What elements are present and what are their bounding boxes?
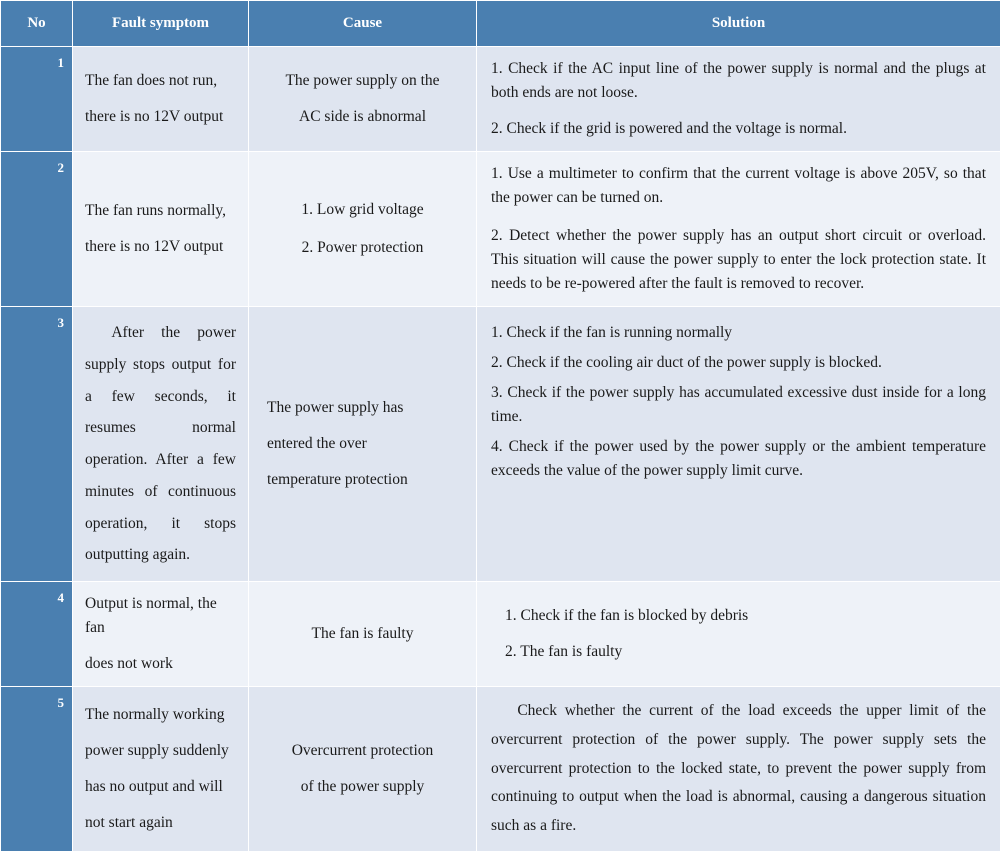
- symptom-line: After the power supply stops output for a few seconds, it resumes normal operation. After a few minutes of continuous operation, it stops outputting again.: [85, 317, 236, 571]
- solution-line: 1. Check if the AC input line of the power supply is normal and the plugs at both ends are not loose.: [491, 57, 986, 105]
- cause-cell: [249, 687, 477, 851]
- symptom-line: The fan does not run,: [85, 69, 236, 93]
- solution-line: 4. Check if the power used by the power supply or the ambient temperature exceeds the value of the power supply limit curve.: [491, 435, 986, 483]
- column-header-fault-symptom: Fault symptom: [73, 1, 249, 47]
- cause-line: AC side is abnormal: [263, 105, 462, 129]
- cause-line: entered the over: [267, 432, 462, 456]
- solution-line: 3. Check if the power supply has accumulated excessive dust inside for a long time.: [491, 381, 986, 429]
- cause-line: of the power supply: [263, 775, 462, 799]
- table-row: [1, 47, 1000, 152]
- solution-line: 2. Check if the grid is powered and the voltage is normal.: [491, 117, 986, 141]
- symptom-line: power supply suddenly: [85, 739, 236, 763]
- solution-cell: [477, 687, 1000, 851]
- solution-line: 1. Use a multimeter to confirm that the current voltage is above 205V, so that the power can be turned on.: [491, 162, 986, 210]
- symptom-line: there is no 12V output: [85, 105, 236, 129]
- table-row: [1, 582, 1000, 687]
- cause-cell: [249, 582, 477, 687]
- solution-line: Check whether the current of the load exceeds the upper limit of the overcurrent protection of the power supply. The power supply sets the overcurrent protection to the locked state, to prevent the power supply from continuing to output when the load is abnormal, causing a dangerous situation such as a fire.: [491, 697, 986, 840]
- cause-cell: [249, 152, 477, 307]
- symptom-line: has no output and will: [85, 775, 236, 799]
- solution-cell: [477, 152, 1000, 307]
- table-row: [1, 307, 1000, 582]
- row-number: 5: [1, 687, 73, 851]
- symptom-line: Output is normal, the fan: [85, 592, 236, 640]
- fault-symptom-cell: [73, 152, 249, 307]
- solution-line: 2. The fan is faulty: [505, 640, 986, 664]
- solution-cell: [477, 582, 1000, 687]
- symptom-line: The normally working: [85, 703, 236, 727]
- row-number: 3: [1, 307, 73, 582]
- symptom-line: does not work: [85, 652, 236, 676]
- cause-line: The power supply on the: [263, 69, 462, 93]
- cause-line: The fan is faulty: [263, 622, 462, 646]
- cause-cell: [249, 47, 477, 152]
- solution-cell: [477, 47, 1000, 152]
- row-number: 1: [1, 47, 73, 152]
- cause-line: temperature protection: [267, 468, 462, 492]
- fault-symptom-cell: [73, 47, 249, 152]
- cause-line: The power supply has: [267, 396, 462, 420]
- fault-symptom-cell: [73, 307, 249, 582]
- column-header-no: No: [1, 1, 73, 47]
- column-header-solution: Solution: [477, 1, 1000, 47]
- cause-cell: [249, 307, 477, 582]
- symptom-line: The fan runs normally,: [85, 199, 236, 223]
- fault-symptom-cell: [73, 582, 249, 687]
- solution-line: 2. Check if the cooling air duct of the power supply is blocked.: [491, 351, 986, 375]
- row-number: 4: [1, 582, 73, 687]
- table-row: [1, 152, 1000, 307]
- cause-line: Overcurrent protection: [263, 739, 462, 763]
- cause-line: 1. Low grid voltage: [263, 198, 462, 222]
- row-number: 2: [1, 152, 73, 307]
- symptom-line: there is no 12V output: [85, 235, 236, 259]
- solution-line: 1. Check if the fan is running normally: [491, 321, 986, 345]
- cause-line: 2. Power protection: [263, 236, 462, 260]
- solution-cell: [477, 307, 1000, 582]
- column-header-cause: Cause: [249, 1, 477, 47]
- solution-line: 2. Detect whether the power supply has an output short circuit or overload. This situation will cause the power supply to enter the lock protection state. It needs to be re-powered after the fault is removed to recover.: [491, 224, 986, 296]
- solution-line: 1. Check if the fan is blocked by debris: [505, 604, 986, 628]
- fault-symptom-cell: [73, 687, 249, 851]
- table-row: [1, 687, 1000, 851]
- symptom-line: not start again: [85, 811, 236, 835]
- table-header-row: [1, 1, 1000, 47]
